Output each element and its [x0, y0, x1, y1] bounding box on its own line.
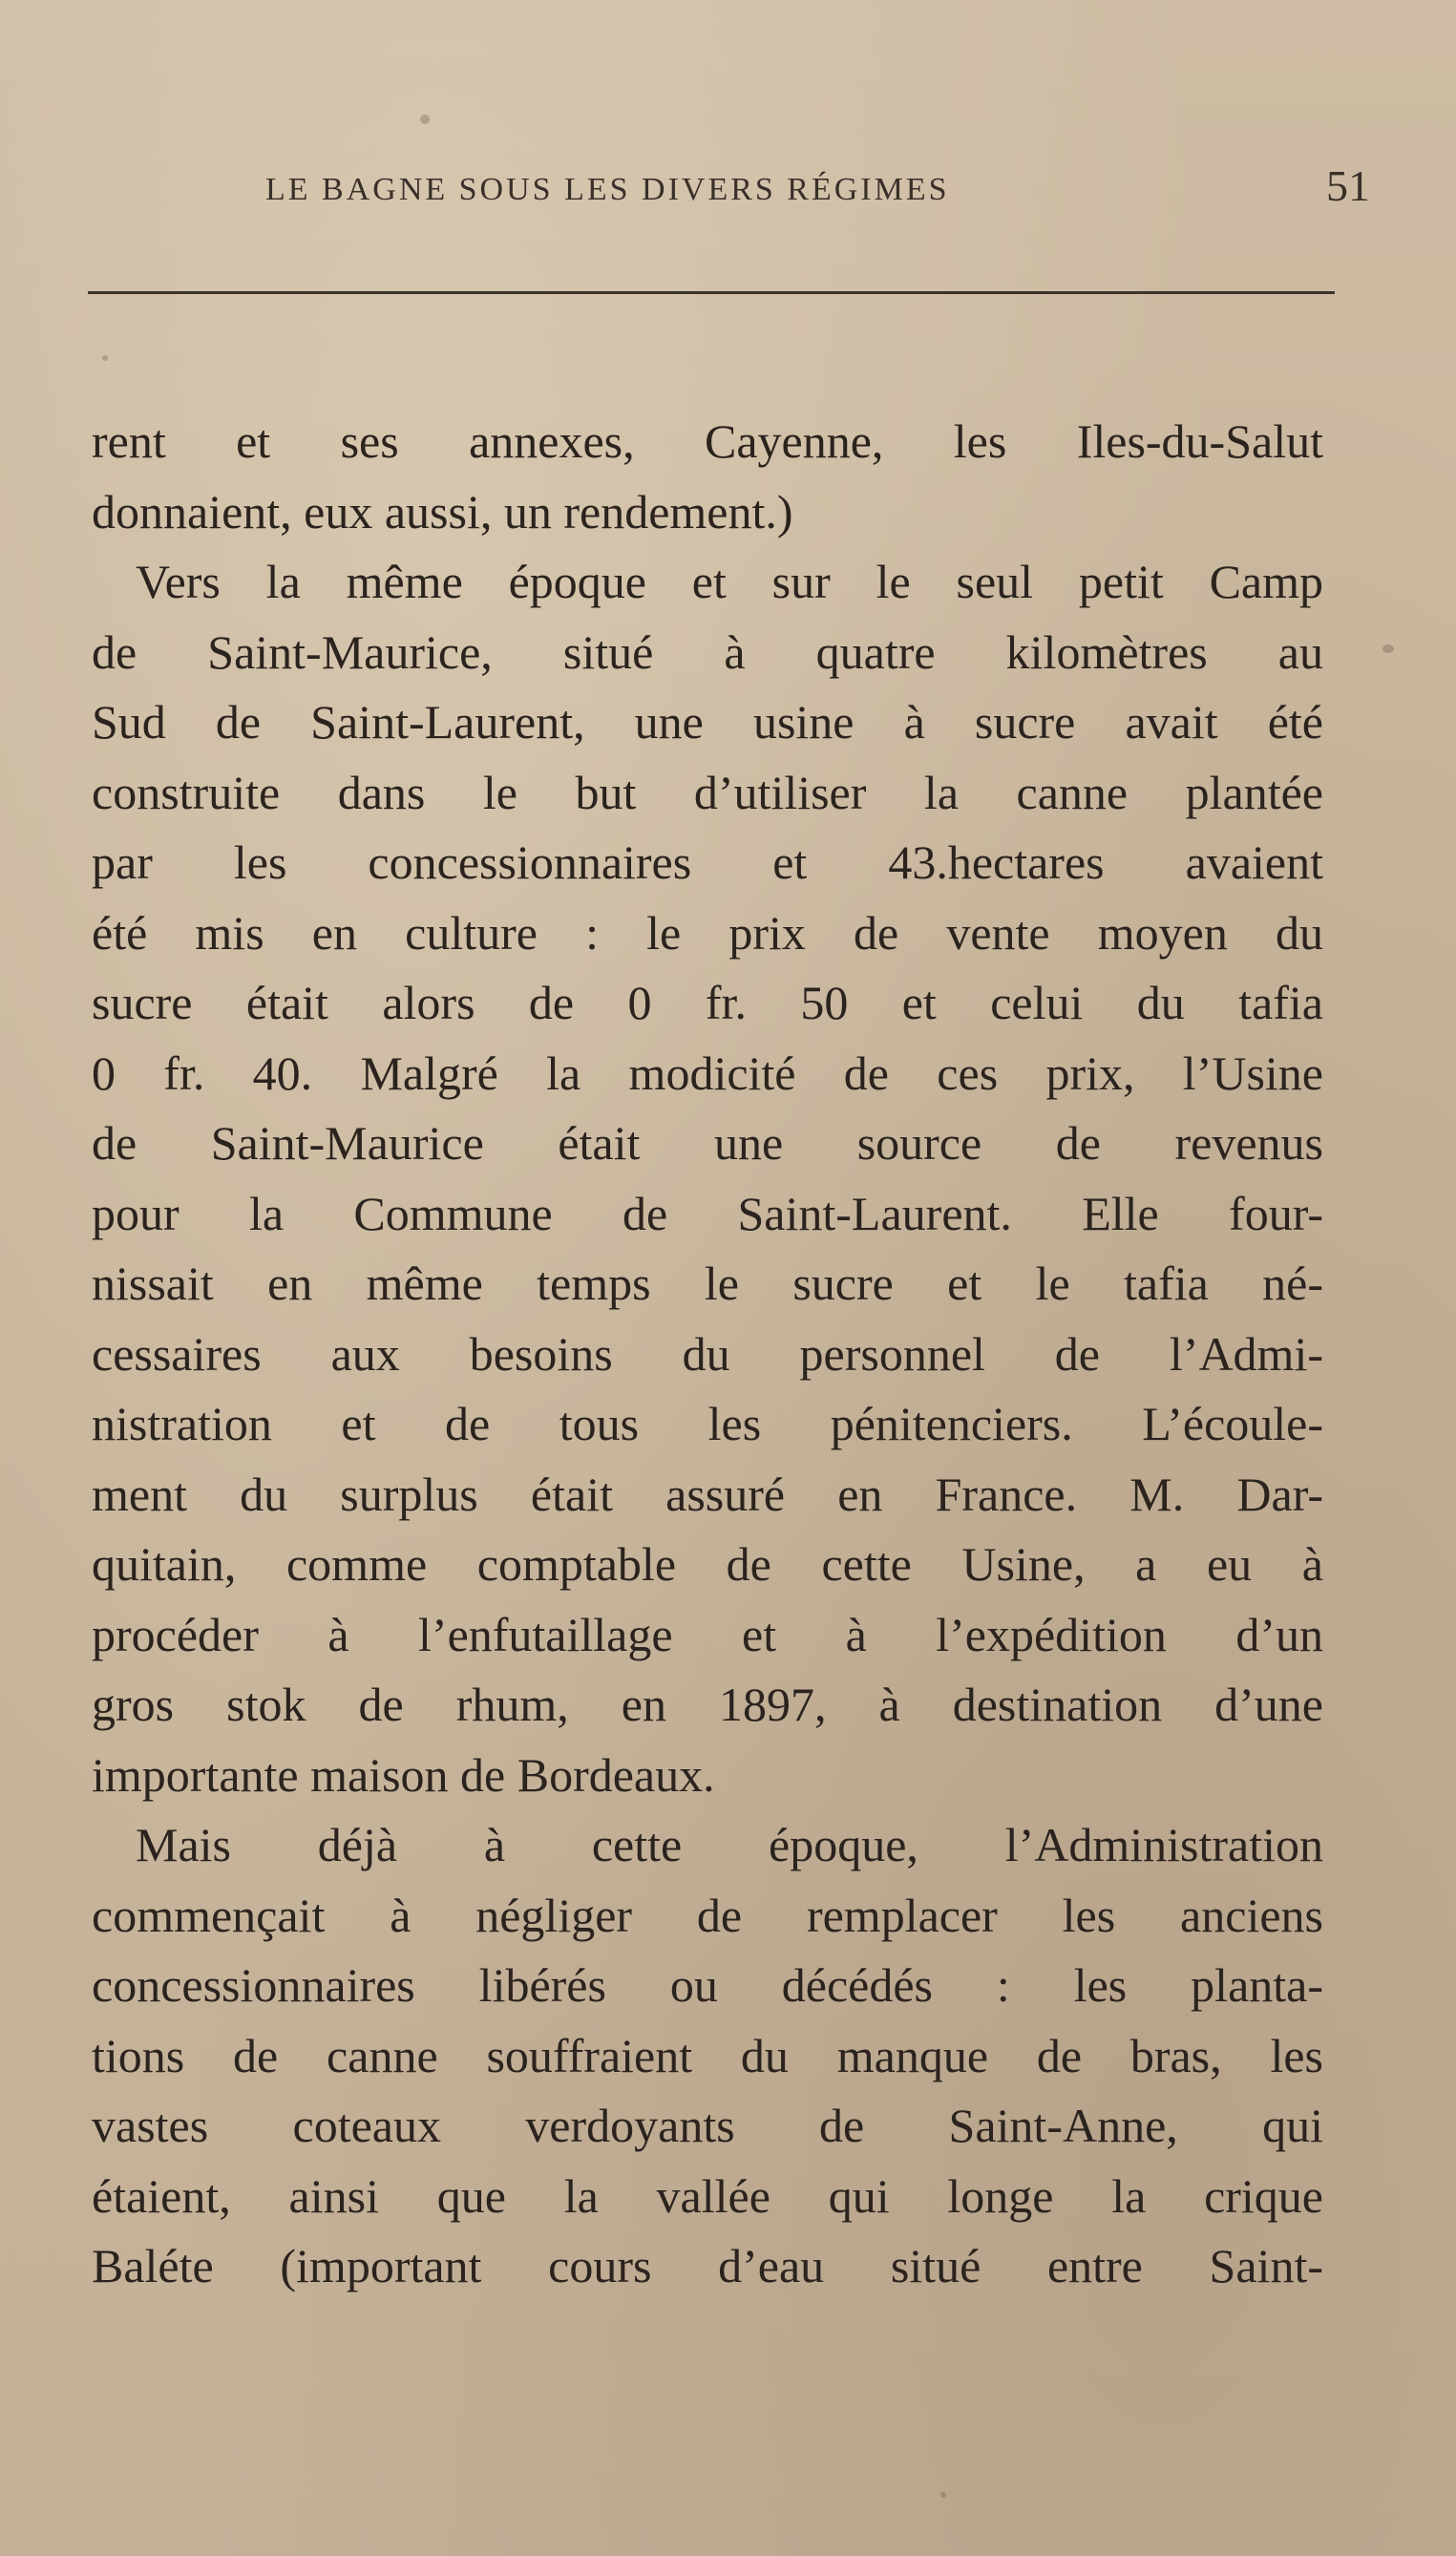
paper-speck — [940, 2492, 946, 2498]
text-line: construite dans le but d’utiliser la canne plantée — [92, 765, 1323, 819]
text-line: étaient, ainsi que la vallée qui longe la crique — [92, 2168, 1323, 2223]
text-line: importante maison de Bordeaux. — [92, 1747, 715, 1802]
text-line: Vers la même époque et sur le seul petit Camp — [136, 555, 1323, 608]
text-line: tions de canne souffraient du manque de bras, les — [92, 2028, 1323, 2082]
page-number: 51 — [1326, 161, 1370, 210]
text-line: par les concessionnaires et 43.hectares avaient — [92, 835, 1323, 889]
text-line: Sud de Saint-Laurent, une usine à sucre avait été — [92, 695, 1323, 749]
text-line: Baléte (important cours d’eau situé entre Saint- — [92, 2239, 1323, 2292]
text-line: gros stok de rhum, en 1897, à destination d’une — [92, 1678, 1323, 1731]
text-line: nistration et de tous les pénitenciers. L’écoule- — [92, 1397, 1323, 1450]
text-line: procéder à l’enfutaillage et à l’expédition d’un — [92, 1607, 1323, 1661]
text-line: 0 fr. 40. Malgré la modicité de ces prix, l’Usine — [92, 1046, 1323, 1100]
text-line: donnaient, eux aussi, un rendement.) — [92, 484, 793, 539]
text-line: cessaires aux besoins du personnel de l’Admi- — [92, 1326, 1323, 1381]
text-line: de Saint-Maurice, situé à quatre kilomètres au — [92, 624, 1323, 679]
text-line: ment du surplus était assuré en France. M. Dar- — [92, 1467, 1323, 1521]
running-head — [86, 160, 1370, 218]
header-rule — [88, 291, 1335, 294]
text-line: pour la Commune de Saint-Laurent. Elle four- — [92, 1186, 1323, 1240]
running-title: LE BAGNE SOUS LES DIVERS RÉGIMES — [265, 172, 950, 207]
text-line: quitain, comme comptable de cette Usine, a eu à — [92, 1537, 1323, 1591]
body-text — [92, 407, 1323, 2302]
text-line: Mais déjà à cette époque, l’Administration — [136, 1818, 1323, 1871]
paper-speck — [102, 355, 108, 361]
text-line: commençait à négliger de remplacer les anciens — [92, 1888, 1323, 1942]
text-line: nissait en même temps le sucre et le tafia né- — [92, 1257, 1323, 1310]
text-line: vastes coteaux verdoyants de Saint-Anne, qui — [92, 2099, 1323, 2152]
text-line: rent et ses annexes, Cayenne, les Iles-du-Salut — [92, 414, 1323, 468]
text-line: été mis en culture : le prix de vente moyen du — [92, 905, 1323, 960]
text-line: concessionnaires libérés ou décédés : les planta- — [92, 1958, 1323, 2012]
text-line: sucre était alors de 0 fr. 50 et celui du tafia — [92, 976, 1323, 1029]
paper-speck — [1382, 644, 1394, 653]
text-line: de Saint-Maurice était une source de revenus — [92, 1116, 1323, 1170]
paper-speck — [420, 115, 430, 124]
